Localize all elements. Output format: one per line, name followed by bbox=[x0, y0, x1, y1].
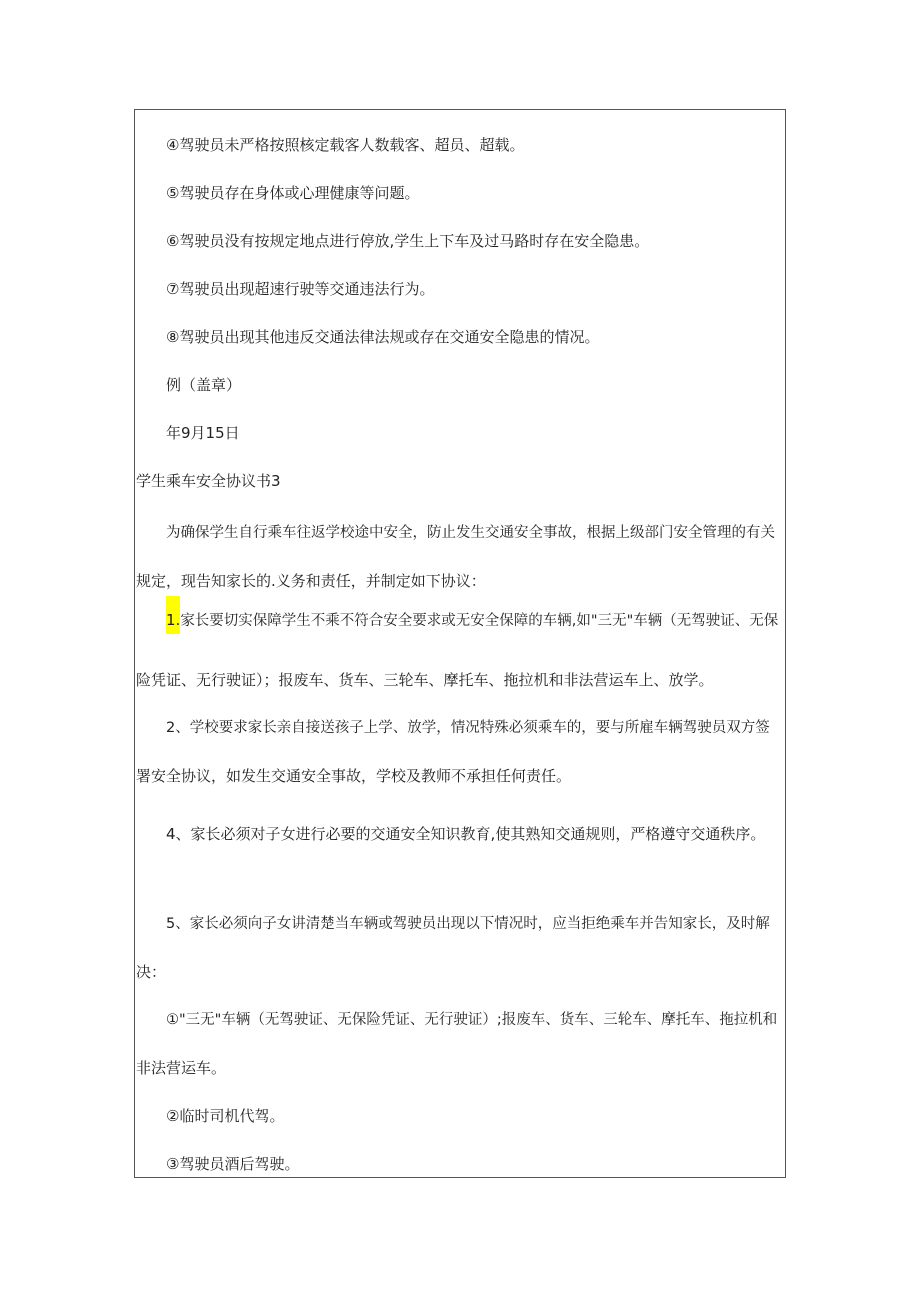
text-line: ⑦驾驶员出现超速行驶等交通违法行为。 bbox=[166, 280, 435, 298]
text-line: 5、家长必须向子女讲清楚当车辆或驾驶员出现以下情况时，应当拒绝乘车并告知家长，及时解 bbox=[166, 916, 770, 932]
item-text: 家长要切实保障学生不乘不符合安全要求或无安全保障的车辆,如"三无"车辆（无驾驶证、无保 bbox=[180, 613, 779, 629]
section-heading: 学生乘车安全协议书3 bbox=[136, 472, 281, 490]
text-line: 署安全协议，如发生交通安全事故，学校及教师不承担任何责任。 bbox=[136, 767, 572, 785]
text-line: ⑥驾驶员没有按规定地点进行停放,学生上下车及过马路时存在安全隐患。 bbox=[166, 232, 650, 250]
text-line: ④驾驶员未严格按照核定载客人数载客、超员、超载。 bbox=[166, 136, 525, 154]
text-line: 4、家长必须对子女进行必要的交通安全知识教育,使其熟知交通规则，严格遵守交通秩序。 bbox=[166, 825, 766, 843]
text-line: 决： bbox=[136, 963, 167, 981]
highlighted-number: 1. bbox=[166, 596, 180, 634]
text-line: 非法营运车。 bbox=[136, 1059, 227, 1077]
text-line: ⑤驾驶员存在身体或心理健康等问题。 bbox=[166, 184, 420, 202]
text-line: 险凭证、无行驶证）；报废车、货车、三轮车、摩托车、拖拉机和非法营运车上、放学。 bbox=[136, 671, 714, 689]
text-line: 为确保学生自行乘车往返学校途中安全，防止发生交通安全事故，根据上级部门安全管理的有关 bbox=[166, 525, 775, 541]
text-line: ⑧驾驶员出现其他违反交通法律法规或存在交通安全隐患的情况。 bbox=[166, 328, 600, 346]
text-line: ①"三无"车辆（无驾驶证、无保险凭证、无行驶证）;报废车、货车、三轮车、摩托车、拖拉机和 bbox=[166, 1012, 778, 1028]
text-line: 年9月15日 bbox=[166, 424, 240, 442]
text-line: 规定，现告知家长的.义务和责任，并制定如下协议： bbox=[136, 572, 486, 590]
text-line: ②临时司机代驾。 bbox=[166, 1107, 285, 1125]
text-line: 2、学校要求家长亲自接送孩子上学、放学，情况特殊必须乘车的，要与所雇车辆驾驶员双方签 bbox=[166, 720, 770, 736]
text-line: ③驾驶员酒后驾驶。 bbox=[166, 1155, 300, 1173]
text-line: 例（盖章） bbox=[166, 376, 242, 394]
numbered-item bbox=[166, 596, 778, 634]
